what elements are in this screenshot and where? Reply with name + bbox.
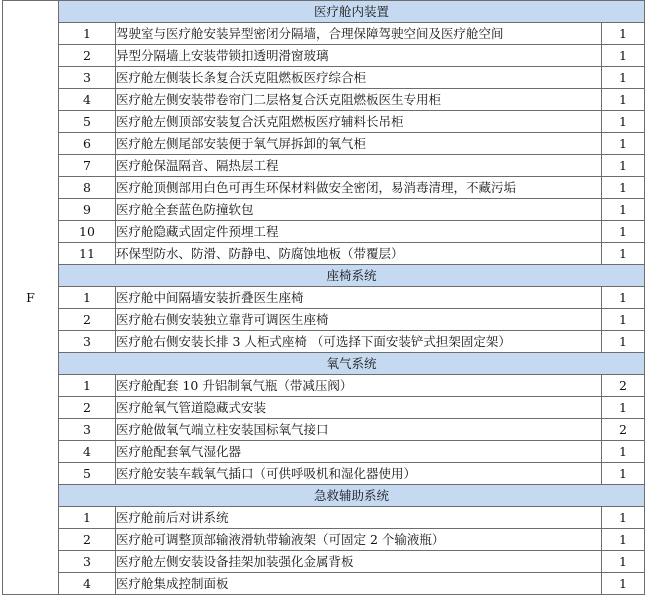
item-number: 2 (59, 397, 116, 419)
item-number: 2 (59, 529, 116, 551)
item-quantity: 1 (602, 441, 645, 463)
table-row (3, 111, 645, 133)
item-quantity: 1 (602, 529, 645, 551)
table-row (3, 419, 645, 441)
item-number: 6 (59, 133, 116, 155)
item-number: 4 (59, 441, 116, 463)
item-description: 医疗舱做氧气端立柱安装国标氧气接口 (116, 419, 602, 441)
table-row (3, 309, 645, 331)
item-quantity: 1 (602, 573, 645, 595)
table-row (3, 331, 645, 353)
item-number: 5 (59, 111, 116, 133)
item-description: 医疗舱可调整顶部输液滑轨带输液架（可固定 2 个输液瓶） (116, 529, 602, 551)
section-label: F (3, 1, 59, 595)
item-quantity: 1 (602, 331, 645, 353)
spec-table-body (3, 1, 645, 595)
item-quantity: 1 (602, 133, 645, 155)
table-row (3, 463, 645, 485)
item-quantity: 1 (602, 199, 645, 221)
table-row (3, 441, 645, 463)
item-quantity: 1 (602, 155, 645, 177)
table-row (3, 155, 645, 177)
item-quantity: 1 (602, 507, 645, 529)
equipment-spec-table (2, 0, 645, 595)
item-number: 10 (59, 221, 116, 243)
item-number: 2 (59, 45, 116, 67)
section-title: 氧气系统 (59, 353, 645, 375)
table-row (3, 507, 645, 529)
item-number: 5 (59, 463, 116, 485)
section-title: 座椅系统 (59, 265, 645, 287)
item-quantity: 1 (602, 177, 645, 199)
section-title: 医疗舱内装置 (59, 1, 645, 23)
item-number: 3 (59, 67, 116, 89)
section-header-row (3, 485, 645, 507)
table-row (3, 67, 645, 89)
item-quantity: 1 (602, 111, 645, 133)
item-description: 异型分隔墙上安装带锁扣透明滑窗玻璃 (116, 45, 602, 67)
item-number: 9 (59, 199, 116, 221)
item-number: 3 (59, 551, 116, 573)
item-quantity: 1 (602, 89, 645, 111)
item-quantity: 1 (602, 221, 645, 243)
item-description: 医疗舱左侧顶部安装复合沃克阻燃板医疗辅料长吊柜 (116, 111, 602, 133)
table-row (3, 133, 645, 155)
item-number: 2 (59, 309, 116, 331)
table-row (3, 573, 645, 595)
item-number: 1 (59, 23, 116, 45)
item-quantity: 2 (602, 419, 645, 441)
item-quantity: 1 (602, 45, 645, 67)
item-number: 1 (59, 287, 116, 309)
item-quantity: 1 (602, 463, 645, 485)
table-row (3, 551, 645, 573)
section-title: 急救辅助系统 (59, 485, 645, 507)
item-description: 医疗舱左侧尾部安装便于氧气屏拆卸的氧气柜 (116, 133, 602, 155)
table-row (3, 23, 645, 45)
section-header-row (3, 265, 645, 287)
item-quantity: 2 (602, 375, 645, 397)
item-number: 3 (59, 331, 116, 353)
item-quantity: 1 (602, 551, 645, 573)
table-row (3, 529, 645, 551)
item-quantity: 1 (602, 243, 645, 265)
item-description: 医疗舱保温隔音、隔热层工程 (116, 155, 602, 177)
table-row (3, 177, 645, 199)
item-quantity: 1 (602, 67, 645, 89)
item-description: 医疗舱安装车载氧气插口（可供呼吸机和湿化器使用） (116, 463, 602, 485)
item-description: 医疗舱氧气管道隐藏式安装 (116, 397, 602, 419)
item-number: 4 (59, 573, 116, 595)
table-row (3, 397, 645, 419)
section-header-row (3, 1, 645, 23)
item-description: 医疗舱左侧安装设备挂架加装强化金属背板 (116, 551, 602, 573)
item-description: 医疗舱隐藏式固定件预埋工程 (116, 221, 602, 243)
item-description: 医疗舱左侧安装带卷帘门二层格复合沃克阻燃板医生专用柜 (116, 89, 602, 111)
item-description: 医疗舱前后对讲系统 (116, 507, 602, 529)
item-quantity: 1 (602, 23, 645, 45)
item-description: 医疗舱中间隔墙安装折叠医生座椅 (116, 287, 602, 309)
item-description: 医疗舱左侧装长条复合沃克阻燃板医疗综合柜 (116, 67, 602, 89)
item-number: 11 (59, 243, 116, 265)
item-description: 环保型防水、防滑、防静电、防腐蚀地板（带覆层） (116, 243, 602, 265)
item-number: 4 (59, 89, 116, 111)
item-description: 医疗舱顶侧部用白色可再生环保材料做安全密闭，易消毒清理，不藏污垢 (116, 177, 602, 199)
table-row (3, 89, 645, 111)
item-description: 驾驶室与医疗舱安装异型密闭分隔墙，合理保障驾驶空间及医疗舱空间 (116, 23, 602, 45)
item-description: 医疗舱右侧安装长排 3 人柜式座椅 （可选择下面安装铲式担架固定架） (116, 331, 602, 353)
item-quantity: 1 (602, 309, 645, 331)
item-quantity: 1 (602, 397, 645, 419)
item-description: 医疗舱配套 10 升铝制氧气瓶（带减压阀） (116, 375, 602, 397)
item-description: 医疗舱集成控制面板 (116, 573, 602, 595)
table-row (3, 287, 645, 309)
table-row (3, 243, 645, 265)
item-quantity: 1 (602, 287, 645, 309)
item-description: 医疗舱全套蓝色防撞软包 (116, 199, 602, 221)
item-number: 7 (59, 155, 116, 177)
item-number: 8 (59, 177, 116, 199)
section-header-row (3, 353, 645, 375)
item-description: 医疗舱右侧安装独立靠背可调医生座椅 (116, 309, 602, 331)
table-row (3, 221, 645, 243)
table-row (3, 375, 645, 397)
item-number: 3 (59, 419, 116, 441)
item-number: 1 (59, 375, 116, 397)
table-row (3, 45, 645, 67)
item-description: 医疗舱配套氧气湿化器 (116, 441, 602, 463)
table-row (3, 199, 645, 221)
item-number: 1 (59, 507, 116, 529)
